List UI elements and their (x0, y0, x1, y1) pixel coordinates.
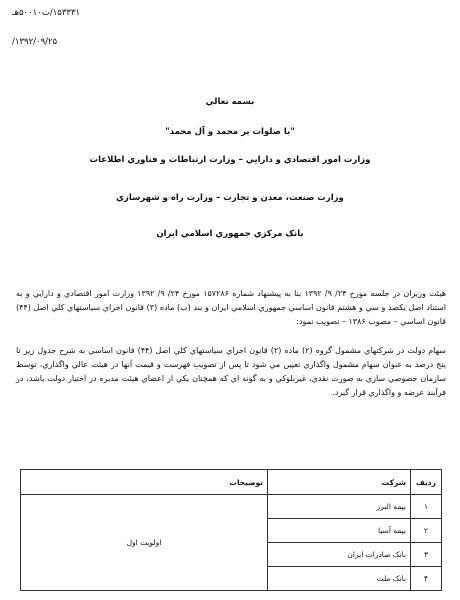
cell-radif: ۲ (411, 519, 442, 543)
cell-sherkat: بيمه البرز (268, 495, 411, 519)
reference-block (12, 8, 80, 66)
salawat-line: "با صلوات بر محمد و آل محمد" (165, 127, 295, 137)
cell-radif: ۴ (411, 567, 442, 591)
table-row (21, 495, 442, 519)
recipients-line-1: وزارت امور اقتصادي و دارايي – وزارت ارتباطات و فناوري اطلاعات (89, 155, 371, 165)
header-radif: رديف (411, 470, 442, 495)
decree-paragraph-2: سهام دولت در شرکتهاي مشمول گروه (۲) ماده (۲) قانون اجراي سياستهاي کلي اصل (۴۴) قانون اساسي به شرح جدول زير تا پنج درصد به عنوان سهام مشمول واگذاري تعيين مي شود تا پس از تصويب فهرست و قيمت آنها در هيئت عالي واگذاري، توسط سازمان خصوصي سازي به صورت نقدي، غيربلوکي و به گونه اي که همچنان يکي از اعضاي هيئت مديره در اختيار دولت باشد، در فرآيند عرضه و واگذاري قرار گيرد. (16, 346, 447, 397)
companies-table (20, 469, 442, 591)
cell-sherkat: بانک ملت (268, 567, 411, 591)
header-tozihat: توضيحات (21, 470, 268, 495)
cell-sherkat: بيمه آسيا (268, 519, 411, 543)
basmala: بسمه تعالي (205, 97, 255, 107)
table-header-row (21, 470, 442, 495)
decree-paragraph-1: هيئت وزيران در جلسه مورخ ۲۴/ ۹/ ۱۳۹۲ بنا به پيشنهاد شماره ۱۵۷۲۸۶ مورخ ۲۴/ ۹/ ۱۳۹۲ وزارت امور اقتصادي و دارايي و به استناد اصل يکصد و سي و هشتم قانون اساسي جمهوري اسلامي ايران و بند (ب) ماده (۳) قانون اجراي سياستهاي کلي اصل (۴۴) قانون اساسي – مصوب ۱۳۸۶ – تصويب نمود: (16, 289, 447, 326)
recipients-line-2: وزارت صنعت، معدن و تجارت – وزارت راه و شهرسازي (116, 193, 344, 203)
cell-radif: ۱ (411, 495, 442, 519)
header-sherkat: شرکت (268, 470, 411, 495)
cell-radif: ۳ (411, 543, 442, 567)
recipients-line-3: بانک مرکزي جمهوري اسلامي ايران (156, 229, 304, 239)
letter-date: ۱۳۹۲/۰۹/۲۵/ (12, 37, 58, 47)
letter-number: ۱۵۳۳۳۱/ت۵۰۰۱۰هـ (12, 8, 81, 18)
cell-tozihat-merged: اولويت اول (21, 495, 268, 591)
cell-sherkat: بانک صادرات ايران (268, 543, 411, 567)
